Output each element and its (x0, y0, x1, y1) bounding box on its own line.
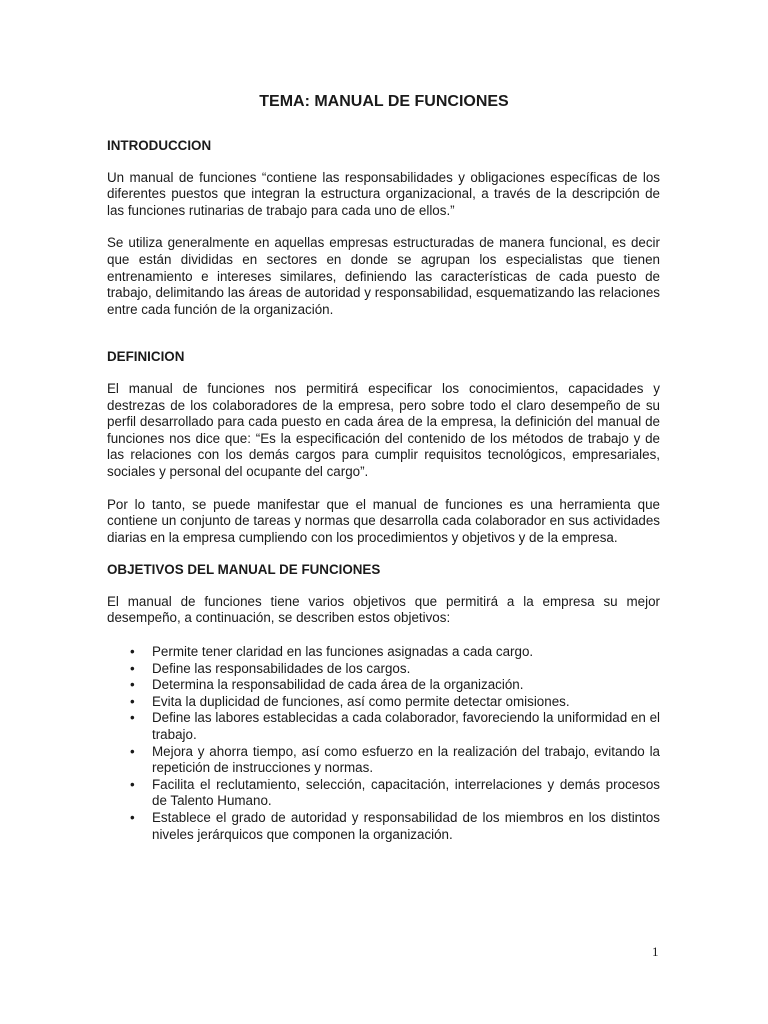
bullet-icon: • (130, 644, 135, 660)
bullet-icon: • (130, 743, 135, 759)
bullet-icon: • (130, 660, 135, 676)
list-item-text: Facilita el reclutamiento, selección, capacitación, interrelaciones y demás procesos de Talento Humano. (152, 776, 660, 809)
bullet-icon: • (130, 810, 135, 825)
list-item-text: Define las labores establecidas a cada colaborador, favoreciendo la uniformidad en el trabajo. (152, 710, 660, 743)
list-item (107, 810, 660, 843)
list-item-text: Mejora y ahorra tiempo, así como esfuerzo en la realización del trabajo, evitando la repetición de instrucciones y normas. (152, 743, 660, 776)
list-item (107, 744, 660, 777)
section-heading-objetivos: OBJETIVOS DEL MANUAL DE FUNCIONES (107, 562, 381, 578)
list-item-text: Determina la responsabilidad de cada área de la organización. (152, 677, 524, 693)
paragraph-definicion-2: Por lo tanto, se puede manifestar que el manual de funciones es una herramienta que contiene un conjunto de tareas y normas que desarrolla cada colaborador en sus actividades diarias en la empresa cumpliendo con los procedimientos y objetivos y de la empresa. (107, 496, 660, 545)
objectives-list (107, 644, 660, 843)
bullet-icon: • (130, 693, 135, 709)
list-item (107, 710, 660, 743)
document-body (107, 138, 660, 843)
bullet-icon: • (130, 776, 135, 792)
list-item-text: Permite tener claridad en las funciones asignadas a cada cargo. (152, 644, 534, 660)
bullet-icon: • (130, 677, 135, 693)
bullet-icon: • (130, 710, 135, 726)
list-item (107, 677, 660, 694)
list-item (107, 644, 660, 661)
list-item (107, 777, 660, 810)
list-item-text: Define las responsabilidades de los cargos. (152, 660, 411, 676)
list-item-text: Evita la duplicidad de funciones, así como permite detectar omisiones. (152, 693, 570, 709)
paragraph-introduccion-1: Un manual de funciones “contiene las responsabilidades y obligaciones específicas de los diferentes puestos que integran la estructura organizacional, a través de la descripción de las funciones rutinarias de trabajo para cada uno de ellos.” (107, 169, 660, 218)
list-item (107, 661, 660, 678)
section-heading-introduccion: INTRODUCCION (107, 138, 212, 153)
page-number: 1 (652, 944, 659, 959)
list-item (107, 694, 660, 711)
paragraph-introduccion-2: Se utiliza generalmente en aquellas empresas estructuradas de manera funcional, es decir que están divididas en sectores en donde se agrupan los especialistas que tienen entrenamiento e intereses similares, definiendo las características de cada puesto de trabajo, delimitando las áreas de autoridad y responsabilidad, esquematizando las relaciones entre cada función de la organización. (107, 235, 660, 317)
section-heading-definicion: DEFINICION (107, 349, 185, 365)
paragraph-definicion-1: El manual de funciones nos permitirá especificar los conocimientos, capacidades y destrezas de los colaboradores de la empresa, pero sobre todo el claro desempeño de su perfil desarrollado para cada puesto en cada área de la empresa, la definición del manual de funciones nos dice que: “Es la especificación del contenido de los métodos de trabajo y de las relaciones con los demás cargos para cumplir requisitos tecnológicos, empresariales, sociales y personal del ocupante del cargo”. (107, 380, 660, 479)
list-item-text: Establece el grado de autoridad y responsabilidad de los miembros en los distintos niveles jerárquicos que componen la organización. (152, 810, 660, 842)
document-title: TEMA: MANUAL DE FUNCIONES (259, 93, 509, 110)
paragraph-objetivos: El manual de funciones tiene varios objetivos que permitirá a la empresa su mejor desempeño, a continuación, se describen estos objetivos: (107, 593, 660, 626)
